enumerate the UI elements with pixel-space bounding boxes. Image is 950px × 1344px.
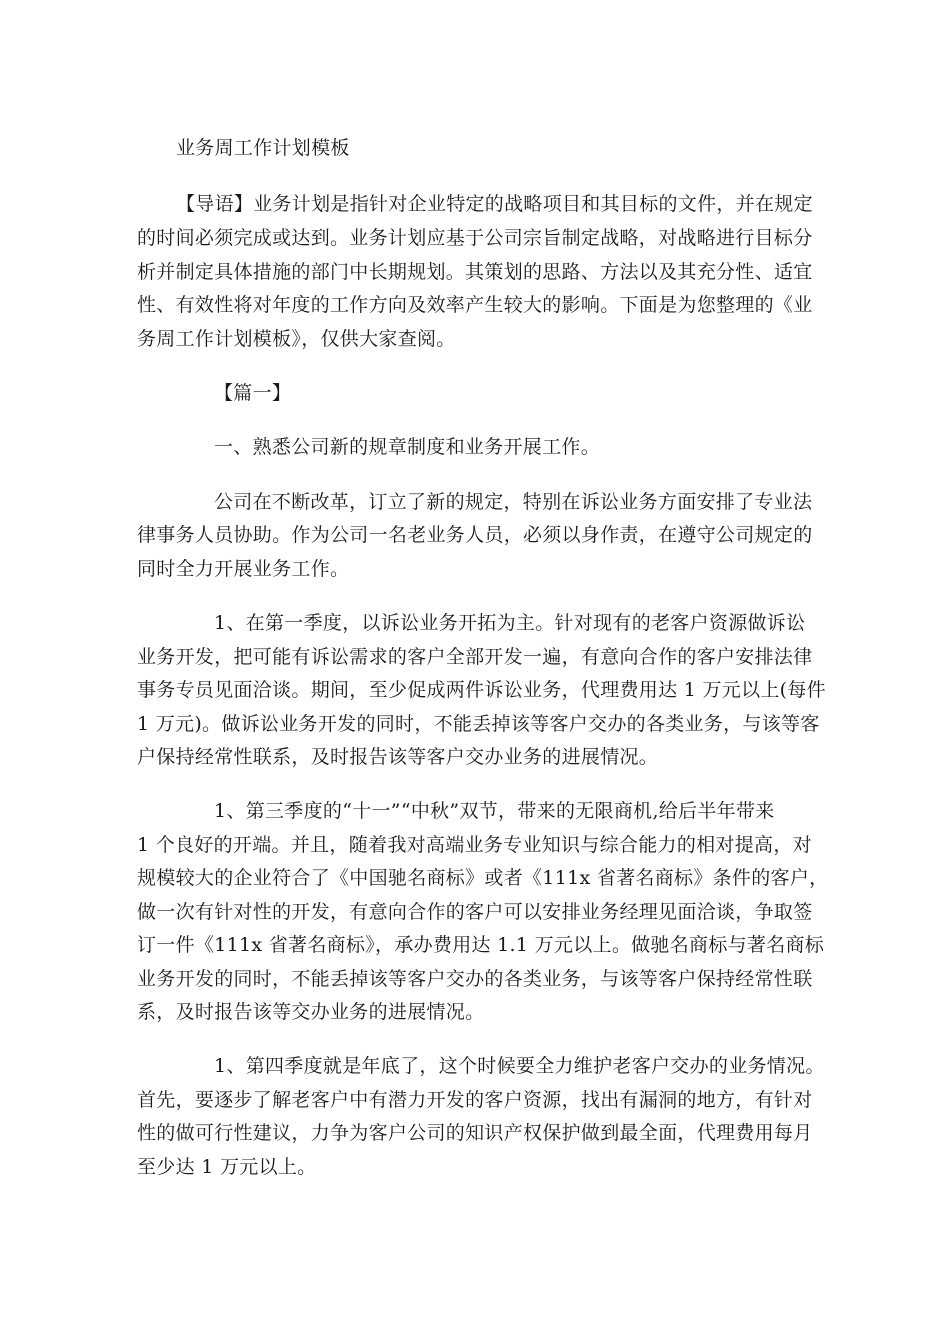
intro-line: 的时间必须完成或达到。业务计划应基于公司宗旨制定战略，对战略进行目标分 <box>137 227 813 249</box>
intro-line: 性、有效性将对年度的工作方向及效率产生较大的影响。下面是为您整理的《业 <box>137 294 813 316</box>
paragraph-line: 1、第三季度的“十一”“中秋”双节，带来的无限商机,给后半年带来 <box>214 800 775 822</box>
paragraph-line: 业务开发的同时，不能丢掉该等客户交办的各类业务，与该等客户保持经常性联 <box>137 968 813 990</box>
paragraph-line: 性的做可行性建议，力争为客户公司的知识产权保护做到最全面，代理费用每月 <box>137 1122 813 1144</box>
intro-line: 务周工作计划模板》，仅供大家查阅。 <box>137 328 456 350</box>
paragraph-line: 同时全力开展业务工作。 <box>137 558 350 580</box>
document-title: 业务周工作计划模板 <box>176 137 350 159</box>
paragraph-line: 1、在第一季度，以诉讼业务开拓为主。针对现有的老客户资源做诉讼 <box>214 612 806 634</box>
paragraph-line: 订一件《111x 省著名商标》，承办费用达 1.1 万元以上。做驰名商标与著名商标 <box>137 934 825 956</box>
paragraph-line: 公司在不断改革，订立了新的规定，特别在诉讼业务方面安排了专业法 <box>214 491 813 513</box>
paragraph-line: 律事务人员协助。作为公司一名老业务人员，必须以身作责，在遵守公司规定的 <box>137 524 813 546</box>
paragraph-line: 业务开发，把可能有诉讼需求的客户全部开发一遍，有意向合作的客户安排法律 <box>137 646 813 668</box>
paragraph-line: 系，及时报告该等交办业务的进展情况。 <box>137 1001 485 1023</box>
section-heading: 【篇一】 <box>214 382 292 404</box>
paragraph-line: 1 个良好的开端。并且，随着我对高端业务专业知识与综合能力的相对提高，对 <box>137 834 812 856</box>
paragraph-line: 做一次有针对性的开发，有意向合作的客户可以安排业务经理见面洽谈，争取签 <box>137 901 813 923</box>
intro-line: 析并制定具体措施的部门中长期规划。其策划的思路、方法以及其充分性、适宜 <box>137 261 813 283</box>
intro-line: 【导语】业务计划是指针对企业特定的战略项目和其目标的文件，并在规定 <box>176 193 813 215</box>
paragraph-line: 首先，要逐步了解老客户中有潜力开发的客户资源，找出有漏洞的地方，有针对 <box>137 1089 813 1111</box>
paragraph-line: 户保持经常性联系，及时报告该等客户交办业务的进展情况。 <box>137 746 659 768</box>
paragraph-line: 1、第四季度就是年底了，这个时候要全力维护老客户交办的业务情况。 <box>214 1055 825 1077</box>
paragraph-line: 事务专员见面洽谈。期间，至少促成两件诉讼业务，代理费用达 1 万元以上(每件 <box>137 679 826 701</box>
paragraph-line: 规模较大的企业符合了《中国驰名商标》或者《111x 省著名商标》条件的客户， <box>137 867 829 889</box>
paragraph-line: 1 万元)。做诉讼业务开发的同时，不能丢掉该等客户交办的各类业务，与该等客 <box>137 713 820 735</box>
paragraph-line: 至少达 1 万元以上。 <box>137 1156 317 1178</box>
item-heading: 一、熟悉公司新的规章制度和业务开展工作。 <box>214 436 601 458</box>
